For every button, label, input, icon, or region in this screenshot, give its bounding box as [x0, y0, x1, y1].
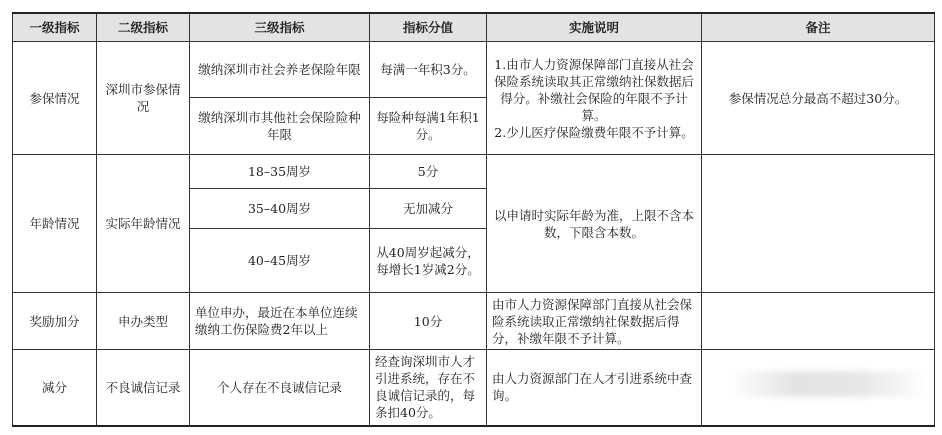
cell-note-nianling — [702, 155, 935, 293]
cell-level1-jiangli: 奖励加分 — [13, 293, 97, 350]
cell-level1-jianfen: 减分 — [13, 350, 97, 426]
cell-score-jianfen: 经查询深圳市人才引进系统，存在不良诚信记录的，每条扣40分。 — [370, 350, 487, 426]
cell-desc-jiangli: 由市人力资源保障部门直接从社会保险系统读取正常缴纳社保数据后得分，补缴年限不予计算。 — [487, 293, 702, 350]
cell-level2-canbao: 深圳市参保情况 — [97, 42, 190, 155]
header-level1: 一级指标 — [13, 13, 97, 42]
header-score: 指标分值 — [370, 13, 487, 42]
header-level3: 三级指标 — [190, 13, 370, 42]
cell-score-pension: 每满一年积3分。 — [370, 42, 487, 98]
header-level2: 二级指标 — [97, 13, 190, 42]
cell-level3-age-18-35: 18–35周岁 — [190, 155, 370, 189]
desc-canbao-line1: 1.由市人力资源保障部门直接从社会保险系统读取其正常缴纳社保数据后得分。补缴社会保险的年限不予计算。 — [493, 56, 694, 123]
header-note: 备注 — [702, 13, 935, 42]
cell-desc-jianfen: 由人力资源部门在人才引进系统中查询。 — [487, 350, 702, 426]
cell-score-jiangli: 10分 — [370, 293, 487, 350]
cell-level1-canbao: 参保情况 — [13, 42, 97, 155]
cell-note-canbao: 参保情况总分最高不超过30分。 — [702, 42, 935, 155]
blurred-watermark — [728, 371, 928, 397]
cell-level3-pension: 缴纳深圳市社会养老保险年限 — [190, 42, 370, 98]
cell-level2-jianfen: 不良诚信记录 — [97, 350, 190, 426]
cell-level2-nianling: 实际年龄情况 — [97, 155, 190, 293]
desc-canbao-line2: 2.少儿医疗保险缴费年限不予计算。 — [494, 124, 694, 140]
cell-desc-canbao — [487, 42, 702, 155]
cell-level3-jiangli: 单位申办，最近在本单位连续缴纳工伤保险费2年以上 — [190, 293, 370, 350]
cell-level3-other-insurance: 缴纳深圳市其他社会保险险种年限 — [190, 98, 370, 155]
table-row — [13, 42, 935, 98]
points-table — [12, 12, 935, 427]
table-row — [13, 155, 935, 189]
cell-level2-jiangli: 申办类型 — [97, 293, 190, 350]
table-row — [13, 293, 935, 350]
cell-score-age-40-45: 从40周岁起减分，每增长1岁减2分。 — [370, 229, 487, 293]
cell-level3-age-35-40: 35–40周岁 — [190, 189, 370, 229]
cell-level3-jianfen: 个人存在不良诚信记录 — [190, 350, 370, 426]
cell-note-jiangli — [702, 293, 935, 350]
cell-score-other-insurance: 每险种每满1年积1分。 — [370, 98, 487, 155]
cell-desc-nianling: 以申请时实际年龄为准，上限不含本数，下限含本数。 — [487, 155, 702, 293]
cell-level3-age-40-45: 40–45周岁 — [190, 229, 370, 293]
header-description: 实施说明 — [487, 13, 702, 42]
cell-score-age-18-35: 5分 — [370, 155, 487, 189]
cell-level1-nianling: 年龄情况 — [13, 155, 97, 293]
header-row — [13, 13, 935, 42]
cell-score-age-35-40: 无加减分 — [370, 189, 487, 229]
